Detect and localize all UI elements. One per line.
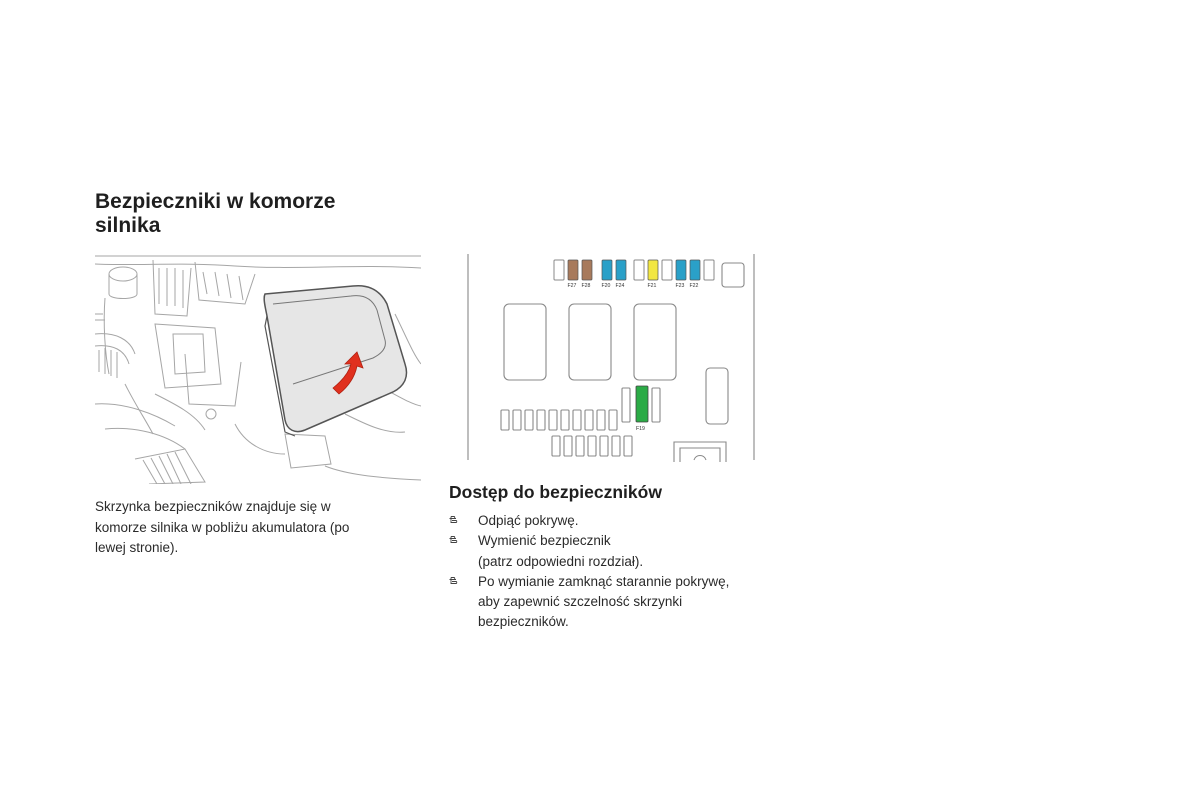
fuse-f21-label: F21 (647, 283, 657, 289)
step-3-line-2: aby zapewnić szczelność skrzynki (478, 594, 683, 610)
caption-line-3: lewej stronie). (95, 540, 179, 555)
list-item (449, 572, 789, 633)
fuse-f19 (636, 386, 648, 432)
location-caption (95, 497, 405, 559)
fuse-f24-label: F24 (615, 283, 625, 289)
pointing-hand-icon (449, 534, 462, 544)
fuse-f22 (690, 260, 700, 280)
small-fuse-row-lower (552, 436, 632, 456)
pointing-hand-icon (449, 575, 462, 585)
fuse-f23-label: F23 (675, 283, 685, 289)
title-line-1: Bezpieczniki w komorze (95, 190, 336, 213)
fuse-f24 (616, 260, 626, 280)
list-item (449, 511, 789, 531)
access-heading: Dostęp do bezpieczników (449, 482, 662, 502)
top-fuse-row (554, 260, 714, 289)
caption-line-1: Skrzynka bezpieczników znajduje się w (95, 499, 331, 514)
fuse-f28 (582, 260, 592, 280)
fuse-f22-label: F22 (689, 283, 699, 289)
fuse-f28-label: F28 (581, 283, 591, 289)
caption-line-2: komorze silnika w pobliżu akumulatora (po (95, 519, 350, 535)
fuse-f20-label: F20 (601, 283, 611, 289)
fuse-f27-label: F27 (567, 283, 577, 289)
fuse-f21 (648, 260, 658, 280)
step-2-line-1: Wymienić bezpiecznik (478, 533, 611, 549)
fuse-f23 (676, 260, 686, 280)
empty-fuse-slot (634, 260, 644, 280)
step-3-line-3: bezpieczników. (478, 614, 569, 630)
pointing-hand-icon (449, 514, 462, 524)
list-item (449, 531, 789, 572)
empty-fuse-slot (554, 260, 564, 280)
fuse-f19-label: F19 (636, 426, 645, 432)
step-1-line-1: Odpiąć pokrywę. (478, 513, 579, 528)
title-line-2: silnika (95, 214, 161, 237)
step-3-line-1: Po wymianie zamknąć starannie pokrywę, (478, 573, 730, 589)
empty-fuse-slot (704, 260, 714, 280)
fuse-f27 (568, 260, 578, 280)
fusebox-diagram (466, 254, 758, 462)
small-fuse-row-upper (501, 410, 617, 430)
access-steps-list (449, 511, 789, 633)
fuse-f20 (602, 260, 612, 280)
page-title (95, 190, 415, 238)
step-2-line-2: (patrz odpowiedni rozdział). (478, 553, 644, 569)
empty-fuse-slot (662, 260, 672, 280)
engine-compartment-illustration (95, 254, 421, 484)
